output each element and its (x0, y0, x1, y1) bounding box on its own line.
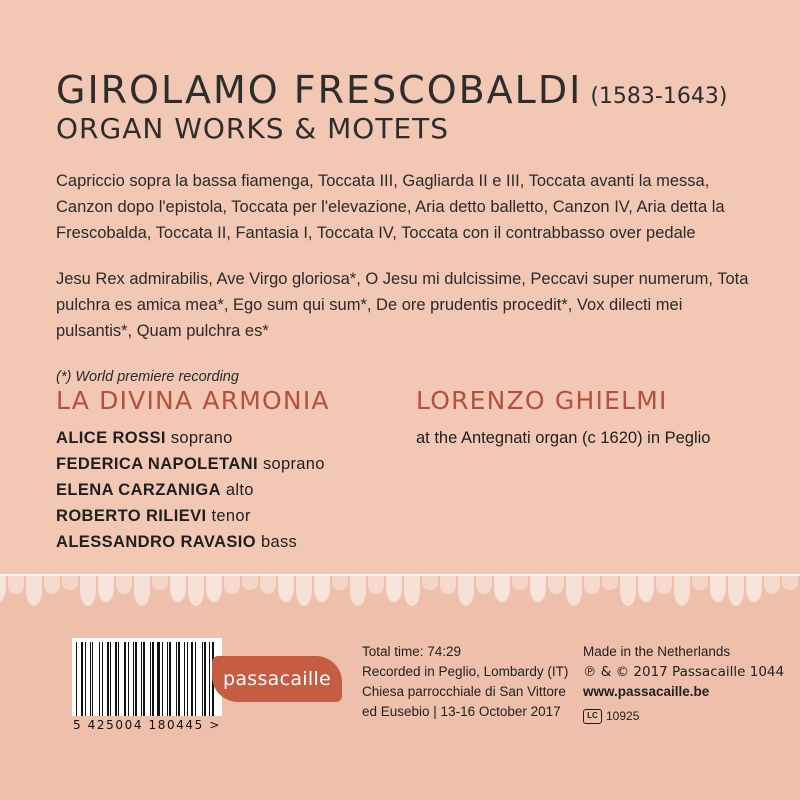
label-logo (212, 656, 342, 702)
composer-name: GIROLAMO FRESCOBALDI (56, 68, 583, 112)
list-item (56, 455, 416, 474)
list-item (56, 429, 416, 448)
organ-works-text: Capriccio sopra la bassa fiamenga, Toccata III, Gagliarda II e III, Toccata avanti la messa, Canzon dopo l'epistola, Toccata per l'elevazione, Aria detto balletto, Canzon IV, Aria detta la Frescobalda, Toccata II, Fantasia I, Toccata IV, Toccata con il contrabbasso over pedale (56, 172, 725, 242)
decorative-divider (0, 570, 800, 612)
composer-heading (56, 68, 727, 112)
organist-note: at the Antegnati organ (c 1620) in Peglio (416, 429, 711, 447)
singer-voice: alto (225, 481, 254, 499)
singer-voice: bass (261, 533, 298, 551)
singer-name: ELENA CARZANIGA (56, 481, 221, 499)
lc-badge (583, 706, 639, 726)
rights-info (583, 642, 784, 726)
singer-name: ROBERTO RILIEVI (56, 507, 207, 525)
ensemble-name: LA DIVINA ARMONIA (56, 386, 330, 415)
logo-text: passacaille (222, 668, 332, 690)
ensemble-column (56, 386, 416, 559)
singer-name: ALICE ROSSI (56, 429, 166, 447)
barcode-digits: 5 425004 180445 > (73, 718, 221, 732)
singer-name: ALESSANDRO RAVASIO (56, 533, 257, 551)
made-in: Made in the Netherlands (583, 644, 731, 659)
organist-column (416, 386, 756, 559)
copyright-line: ℗ & © 2017 Passacaille 1044 (583, 664, 785, 680)
lc-label: LC (583, 709, 602, 724)
recording-venue: Chiesa parrocchiale di San Vittore (362, 684, 566, 699)
total-time: Total time: 74:29 (362, 644, 462, 659)
singer-voice: soprano (170, 429, 233, 447)
motets-text: Jesu Rex admirabilis, Ave Virgo gloriosa*, O Jesu mi dulcissime, Peccavi super numerum, Tota pulchra es amica mea*, Ego sum qui sum*, De ore prudentis procedit*, Vox dilecti mei pulsantis*, Quam pulchra es* (56, 270, 749, 340)
singer-voice: soprano (262, 455, 325, 473)
recording-location: Recorded in Peglio, Lombardy (IT) (362, 664, 569, 679)
album-subtitle: ORGAN WORKS & MOTETS (56, 112, 450, 145)
works-list (56, 168, 756, 410)
scallop-pattern (0, 576, 800, 606)
list-item (56, 533, 416, 552)
performers-section (56, 386, 756, 559)
footer-section (0, 628, 800, 800)
recording-dates: ed Eusebio | 13-16 October 2017 (362, 704, 561, 719)
recording-credits (362, 642, 568, 722)
barcode-bars (72, 638, 222, 716)
list-item (56, 507, 416, 526)
composer-dates: (1583-1643) (590, 84, 728, 109)
singer-voice: tenor (211, 507, 251, 525)
website-link[interactable]: www.passacaille.be (583, 684, 710, 699)
premiere-note: (*) World premiere recording (56, 369, 239, 385)
list-item (56, 481, 416, 500)
lc-number: 10925 (606, 709, 640, 723)
singer-name: FEDERICA NAPOLETANI (56, 455, 258, 473)
barcode (72, 638, 222, 732)
organist-name: LORENZO GHIELMI (416, 386, 668, 415)
